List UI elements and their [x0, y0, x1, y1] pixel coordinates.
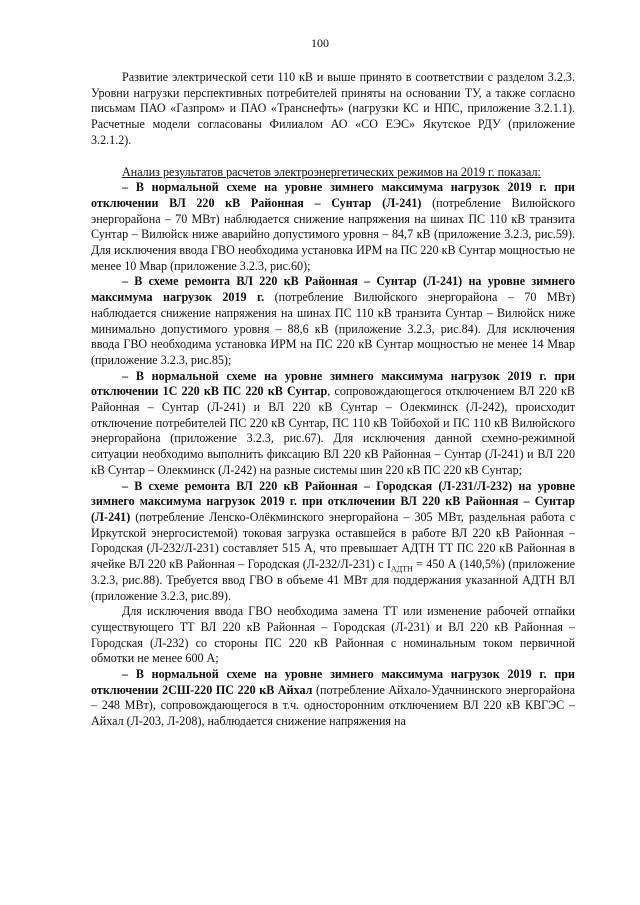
- current-subscript: АДТН: [390, 564, 413, 574]
- item-text: (потребление Вилюйского энергорайона – 70 МВт) наблюдается снижение напряжения на шинах ПС 110 кВ транзита Сунтар – Вилюйск ниже аварийно допустимого уровня – 84,7 кВ (приложение 3.2.3, рис.59). Для исключения ввода ГВО необходима установка ИРМ на ПС 220 кВ Сунтар мощностью не менее 10 Мвар (приложение 3.2.3, рис.60);: [91, 195, 575, 273]
- item-lead-bold: – В схеме ремонта ВЛ 220 кВ Районная – Городская (Л-231/Л-232) на уровне зимнего максимума нагрузок 2019 г. при отключении ВЛ 220 кВ Районная – Сунтар (Л-241): [91, 478, 575, 524]
- analysis-heading: Анализ результатов расчетов электроэнергетических режимов на 2019 г. показал:: [122, 164, 541, 179]
- item-text: (потребление Ленско-Олёкминского энергорайона – 305 МВт, раздельная работа с Иркутской энергосистемой) токовая загрузка оставшейся в работе ВЛ 220 кВ Районная – Городская (Л-232/Л-231) составляет 515 А, что превышает АДТН ТТ ПС 220 кВ Районная в ячейке ВЛ 220 кВ Районная – Городская (Л-232/Л-231) с I: [91, 509, 575, 572]
- paragraph-replacement: [91, 604, 575, 667]
- item-lead-bold: – В нормальной схеме на уровне зимнего максимума нагрузок 2019 г. при отключении ВЛ 220 кВ Районная – Сунтар (Л-241): [91, 180, 575, 210]
- document-body: [91, 70, 575, 730]
- paragraph-item-3: [91, 369, 575, 479]
- item-text: (потребление Айхало-Удачнинского энергорайона – 248 МВт), сопровождающегося в т.ч. односторонним отключением ВЛ 220 кВ КВГЭС – Айхал (Л-203, Л-208), наблюдается снижение напряжения на: [91, 682, 575, 729]
- item-lead-bold: – В нормальной схеме на уровне зимнего максимума нагрузок 2019 г. при отключении 1С 220 кВ ПС 220 кВ Сунтар: [91, 368, 575, 399]
- item-text-continued: = 450 А (140,5%) (приложение 3.2.3, рис.88). Требуется ввод ГВО в объеме 41 МВт для поддержания указанной АДТН ВЛ (приложение 3.2.3, рис.89).: [91, 557, 576, 603]
- paragraph-item-5: [91, 667, 575, 730]
- item-lead-bold: – В нормальной схеме на уровне зимнего максимума нагрузок 2019 г. при отключении 2СШ-220 ПС 220 кВ Айхал: [91, 667, 575, 697]
- paragraph-analysis-heading: [91, 165, 575, 181]
- item-text: , сопровождающегося отключением ВЛ 220 кВ Районная – Сунтар (Л-241) и ВЛ 220 кВ Сунтар – Олекминск (Л-242), происходит отключение потребителей ПС 220 кВ Сунтар, ПС 110 кВ Тойбохой и ПС 110 кВ Вилюйского энергорайона (приложение 3.2.3, рис.67). Для исключения данной схемно-режимной ситуации необходимо выполнить фиксацию ВЛ 220 кВ Районная – Сунтар (Л-241) и ВЛ 220 кВ Сунтар – Олекминск (Л-242) на разные системы шин 220 кВ ПС 220 кВ Сунтар;: [91, 384, 575, 477]
- page-number: 100: [311, 36, 329, 50]
- paragraph-intro: [91, 70, 575, 149]
- item-lead-bold: – В схеме ремонта ВЛ 220 кВ Районная – Сунтар (Л-241) на уровне зимнего максимума нагрузок 2019 г.: [91, 274, 575, 305]
- item-text: (потребление Вилюйского энергорайона – 70 МВт) наблюдается снижение напряжения на шинах ПС 110 кВ транзита Сунтар – Вилюйск ниже минимально допустимого уровня – 88,6 кВ (приложение 3.2.3, рис.84). Для исключения ввода ГВО необходима установка ИРМ на ПС 220 кВ Сунтар мощностью не менее 14 Мвар (приложение 3.2.3, рис.85);: [91, 290, 575, 367]
- paragraph-item-4: [91, 479, 575, 605]
- paragraph-text: Развитие электрической сети 110 кВ и выше принято в соответствии с разделом 3.2.3. Уровни нагрузки перспективных потребителей приняты на основании ТУ, а также согласно письмам ПАО «Газпром» и ПАО «Транснефть» (нагрузки КС и НПС, приложение 3.2.1.1). Расчетные модели согласованы Филиалом АО «СО ЕЭС» Якутское РДУ (приложение 3.2.1.2).: [91, 70, 575, 147]
- paragraph-item-1: [91, 180, 575, 274]
- paragraph-item-2: [91, 274, 575, 368]
- paragraph-text: Для исключения ввода ГВО необходима замена ТТ или изменение рабочей отпайки существующего ТТ ВЛ 220 кВ Районная – Городская (Л-231) и ВЛ 220 кВ Районная – Городская (Л-232) со стороны ПС 220 кВ Районная с номинальным током первичной обмотки не менее 600 А;: [91, 604, 575, 666]
